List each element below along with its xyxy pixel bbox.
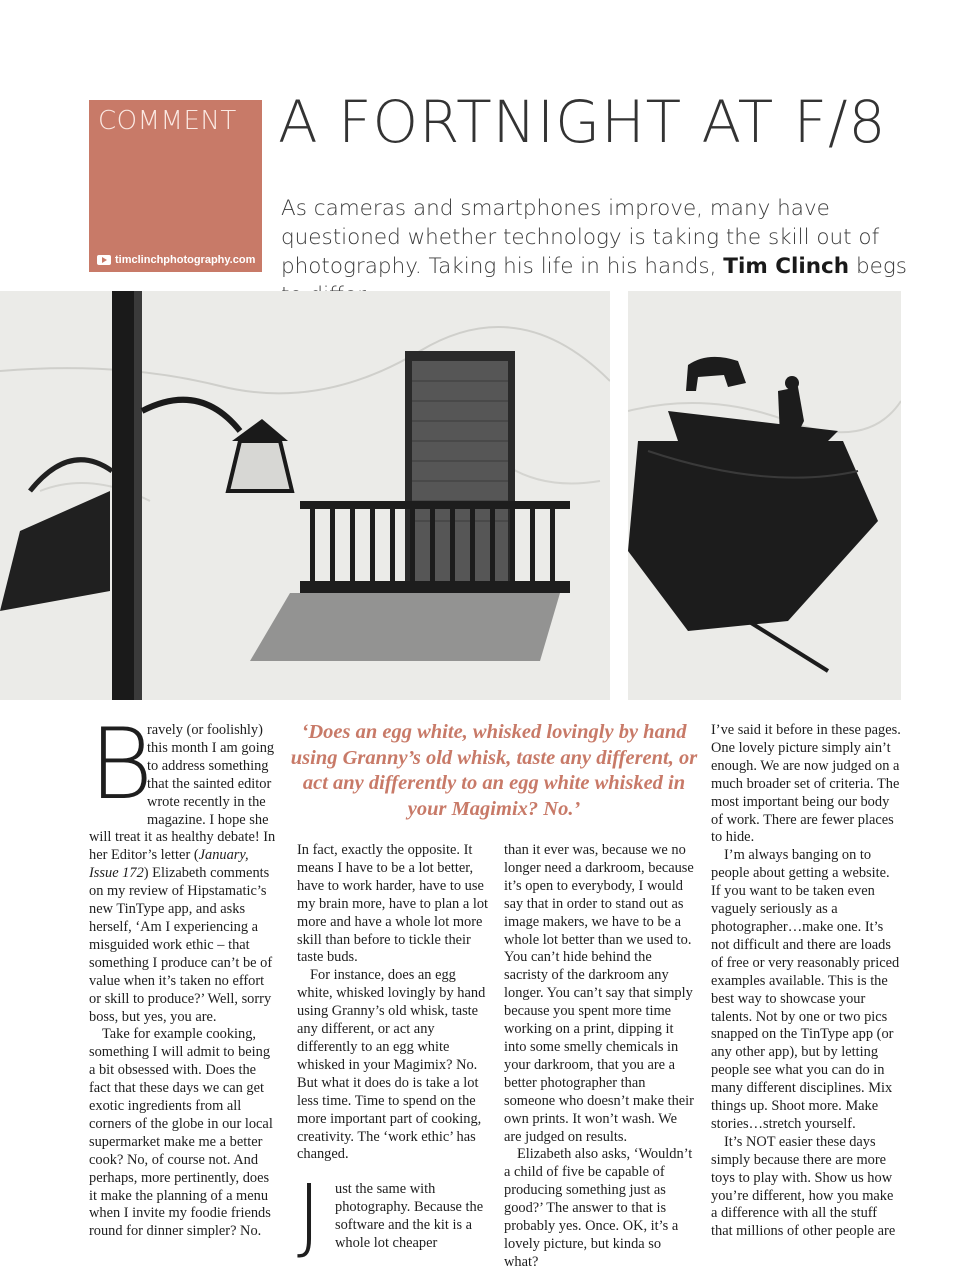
play-icon <box>97 255 111 265</box>
article-column-4 <box>711 722 901 1241</box>
paragraph: than it ever was, because we no longer need a darkroom, because it’s open to everybody, I would say that in order to stand out as image makers, we have to be a whole lot better than we used to. You can’t hide behind the sacristy of the darkroom any longer. You can’t say that simply because you spent more time working on a print, dipping it into some smelly chemicals in your darkroom, that you are a better photographer than someone who doesn’t make their own prints. It won’t wash. We are judged on results. <box>504 842 694 1145</box>
website-url: timclinchphotography.com <box>115 254 256 266</box>
paragraph: I’ve said it before in these pages. One lovely picture simply ain’t enough. We are now judged on a much broader set of criteria. The most important being our body of work. There are fewer places to hide. <box>711 722 901 846</box>
drop-cap: B <box>89 708 154 822</box>
paragraph: In fact, exactly the opposite. It means I have to be a lot better, have to work harder, have to use my brain more, have to plan a lot more and have a whole lot more skill than before to tickle their taste buds. <box>297 842 489 966</box>
section-label-box <box>89 100 262 272</box>
website-link[interactable] <box>97 254 255 266</box>
paragraph: It’s NOT easier these days simply because there are more toys to play with. Show us how you’re different, how you make a difference with all the stuff that millions of other people are <box>711 1133 896 1240</box>
article-column-3 <box>504 842 696 1272</box>
paragraph: For instance, does an egg white, whisked lovingly by hand using Granny’s old whisk, taste any different, or act any differently to an egg white whisked in your Magimix? No. But what it does do is take a lot less time. Time to spend on the more important part of cooking, creativity. The ‘work ethic’ has changed. <box>297 967 486 1163</box>
article-column-1 <box>89 708 279 1241</box>
photo-icon <box>0 291 610 700</box>
paragraph: Elizabeth also asks, ‘Wouldn’t a child of five be capable of producing something just as good?’ The answer to that is probably yes. Once. OK, it’s a lovely picture, but kinda so what? <box>504 1146 693 1270</box>
author-name: Tim Clinch <box>723 254 850 279</box>
photo-icon <box>628 291 901 700</box>
issue-reference: January, Issue 172 <box>89 847 249 882</box>
balcony-shadow-photo <box>0 291 610 700</box>
article-column-2 <box>297 842 489 1264</box>
standfirst: As cameras and smartphones improve, many have questioned whether technology is taking the skill out of photography. Taking his life in his hands, Tim Clinch begs <box>281 196 907 279</box>
paragraph: Take for example cooking, something I will admit to being a bit obsessed with. Does the fact that these days we can get exotic ingredients from all corners of the globe in our local supermarket make me a better cook? No, of course not. And perhaps, more pertinently, does it make the planning of a menu when I invite my foodie friends round for dinner simpler? No. <box>89 1026 273 1240</box>
paragraph: B ravely (or foolishly) this month I am going to address something that the sainted editor wrote recently in the magazine. I hope she will treat it as healthy debate! In her Editor’s letter (January, Issue 172) Elizabeth comments on my review of Hipstamatic’s new TinType app, and asks herself, ‘Am I experiencing a misguided work ethic – that something I produce can’t be of value when it’s taken no effort or skill to produce?’ Well, sorry boss, but yes, you are. <box>89 708 276 1025</box>
paragraph: I’m always banging on to people about getting a website. If you want to be taken even vaguely seriously as a photographer…make one. It’s not difficult and there are loads of free or very reasonably priced examples available. This is the best way to showcase your talents. Not by one or two pics snapped on the TinType app (or any other app), but by letting people see what you can do in many different disciplines. Mix things up. Shoot more. Make stories…stretch yourself. <box>711 847 900 1132</box>
paragraph: Just the same with photography. Because the software and the kit is a whole lot cheaper <box>297 1168 484 1264</box>
section-label: COMMENT <box>98 106 237 136</box>
sign-shadow-photo <box>628 291 901 700</box>
article-headline: A FORTNIGHT AT F/8 <box>278 88 887 156</box>
pull-quote: ‘Does an egg white, whisked lovingly by hand using Granny’s old whisk, taste any different, or act any differently to an egg white whisked in your Magimix? No.’ <box>290 721 698 820</box>
drop-cap: J <box>297 1168 322 1264</box>
